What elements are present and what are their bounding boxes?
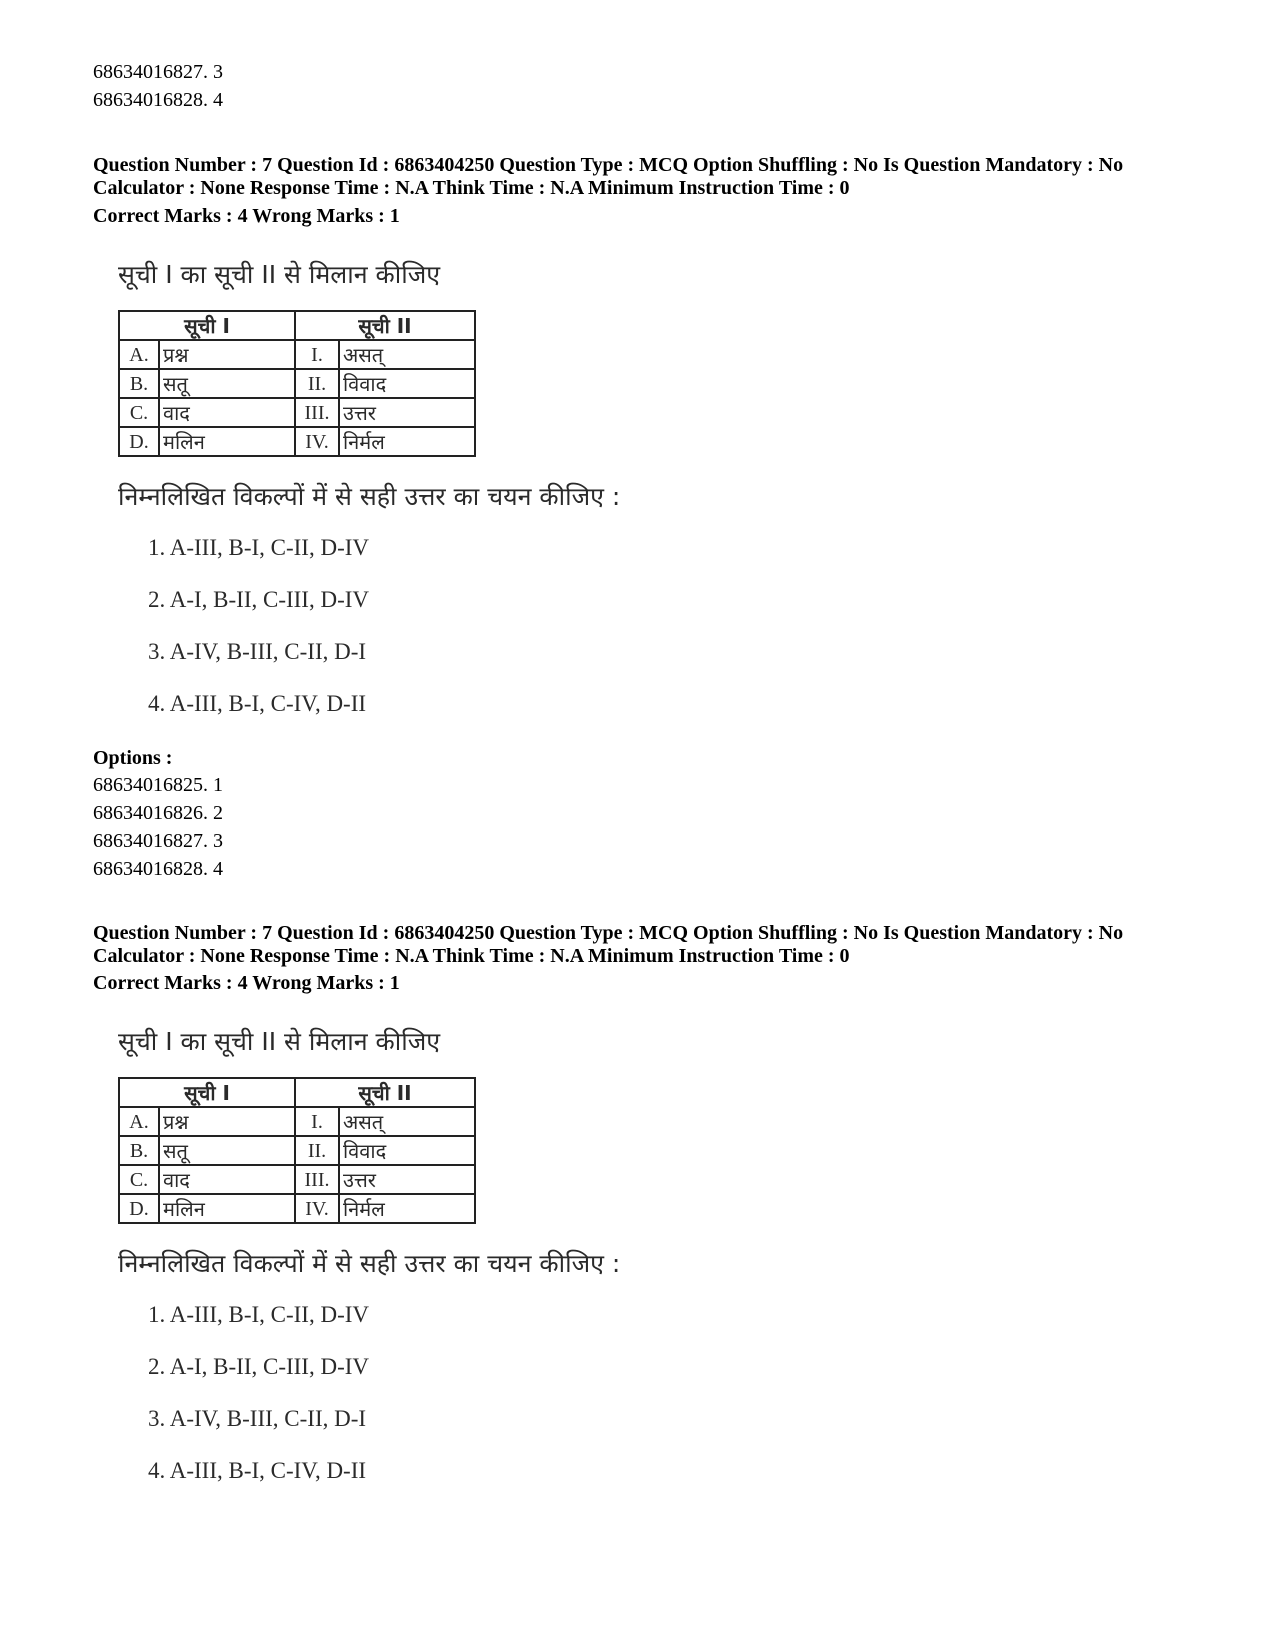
row-label: D. xyxy=(119,427,159,456)
question-image xyxy=(118,1025,678,1545)
marks-line: Correct Marks : 4 Wrong Marks : 1 xyxy=(93,205,400,227)
question-header-line2: Calculator : None Response Time : N.A Think Time : N.A Minimum Instruction Time : 0 xyxy=(93,177,850,199)
row-value: मलिन xyxy=(159,1194,295,1223)
row-value: उत्तर xyxy=(339,398,475,427)
table-row xyxy=(119,340,475,369)
table-row xyxy=(119,1194,475,1223)
table-row xyxy=(119,427,475,456)
table-row xyxy=(119,1136,475,1165)
choice-item: 3. A-IV, B-III, C-II, D-I xyxy=(148,639,367,664)
option-line: 68634016825. 1 xyxy=(93,774,223,796)
row-value: प्रश्न xyxy=(159,1107,295,1136)
option-line: 68634016828. 4 xyxy=(93,858,223,880)
choice-item: 3. A-IV, B-III, C-II, D-I xyxy=(148,1406,367,1431)
question-prompt: निम्नलिखित विकल्पों में से सही उत्तर का चयन कीजिए : xyxy=(118,1249,621,1278)
choice-item: 2. A-I, B-II, C-III, D-IV xyxy=(148,1354,369,1379)
row-value: मलिन xyxy=(159,427,295,456)
row-label: III. xyxy=(295,1165,339,1194)
question-header-line1: Question Number : 7 Question Id : 6863404250 Question Type : MCQ Option Shuffling : No Is Question Mandatory : No xyxy=(93,922,1124,944)
question-instruction: सूची I का सूची II से मिलान कीजिए xyxy=(118,1027,441,1056)
row-label: I. xyxy=(295,340,339,369)
row-value: प्रश्न xyxy=(159,340,295,369)
row-value: निर्मल xyxy=(339,1194,475,1223)
row-label: A. xyxy=(119,1107,159,1136)
row-label: IV. xyxy=(295,427,339,456)
table-row xyxy=(119,398,475,427)
row-label: II. xyxy=(295,369,339,398)
choice-item: 4. A-III, B-I, C-IV, D-II xyxy=(148,1458,367,1483)
table-row xyxy=(119,369,475,398)
row-label: IV. xyxy=(295,1194,339,1223)
question-header-line1: Question Number : 7 Question Id : 6863404250 Question Type : MCQ Option Shuffling : No Is Question Mandatory : No xyxy=(93,154,1124,176)
row-label: D. xyxy=(119,1194,159,1223)
options-label: Options : xyxy=(93,747,173,769)
match-table xyxy=(118,1077,476,1224)
marks-line: Correct Marks : 4 Wrong Marks : 1 xyxy=(93,972,400,994)
row-label: A. xyxy=(119,340,159,369)
question-prompt: निम्नलिखित विकल्पों में से सही उत्तर का चयन कीजिए : xyxy=(118,482,621,511)
row-value: वाद xyxy=(159,398,295,427)
match-table xyxy=(118,310,476,457)
row-label: C. xyxy=(119,398,159,427)
list2-header: सूची II xyxy=(295,311,475,340)
row-value: विवाद xyxy=(339,1136,475,1165)
option-line: 68634016827. 3 xyxy=(93,830,223,852)
choice-item: 4. A-III, B-I, C-IV, D-II xyxy=(148,691,367,716)
option-line: 68634016827. 3 xyxy=(93,61,223,83)
question-image xyxy=(118,258,678,778)
choice-item: 2. A-I, B-II, C-III, D-IV xyxy=(148,587,369,612)
row-value: सतू xyxy=(159,369,295,398)
question-header-line2: Calculator : None Response Time : N.A Think Time : N.A Minimum Instruction Time : 0 xyxy=(93,945,850,967)
row-label: III. xyxy=(295,398,339,427)
row-label: B. xyxy=(119,369,159,398)
row-value: असत् xyxy=(339,340,475,369)
list1-header: सूची I xyxy=(119,1078,295,1107)
list2-header: सूची II xyxy=(295,1078,475,1107)
row-label: II. xyxy=(295,1136,339,1165)
row-value: सतू xyxy=(159,1136,295,1165)
row-value: वाद xyxy=(159,1165,295,1194)
row-value: निर्मल xyxy=(339,427,475,456)
option-line: 68634016828. 4 xyxy=(93,89,223,111)
row-value: उत्तर xyxy=(339,1165,475,1194)
row-label: I. xyxy=(295,1107,339,1136)
list1-header: सूची I xyxy=(119,311,295,340)
table-row xyxy=(119,1107,475,1136)
table-row xyxy=(119,1165,475,1194)
row-value: विवाद xyxy=(339,369,475,398)
row-value: असत् xyxy=(339,1107,475,1136)
question-instruction: सूची I का सूची II से मिलान कीजिए xyxy=(118,260,441,289)
row-label: C. xyxy=(119,1165,159,1194)
choice-item: 1. A-III, B-I, C-II, D-IV xyxy=(148,1302,369,1327)
row-label: B. xyxy=(119,1136,159,1165)
option-line: 68634016826. 2 xyxy=(93,802,223,824)
choice-item: 1. A-III, B-I, C-II, D-IV xyxy=(148,535,369,560)
